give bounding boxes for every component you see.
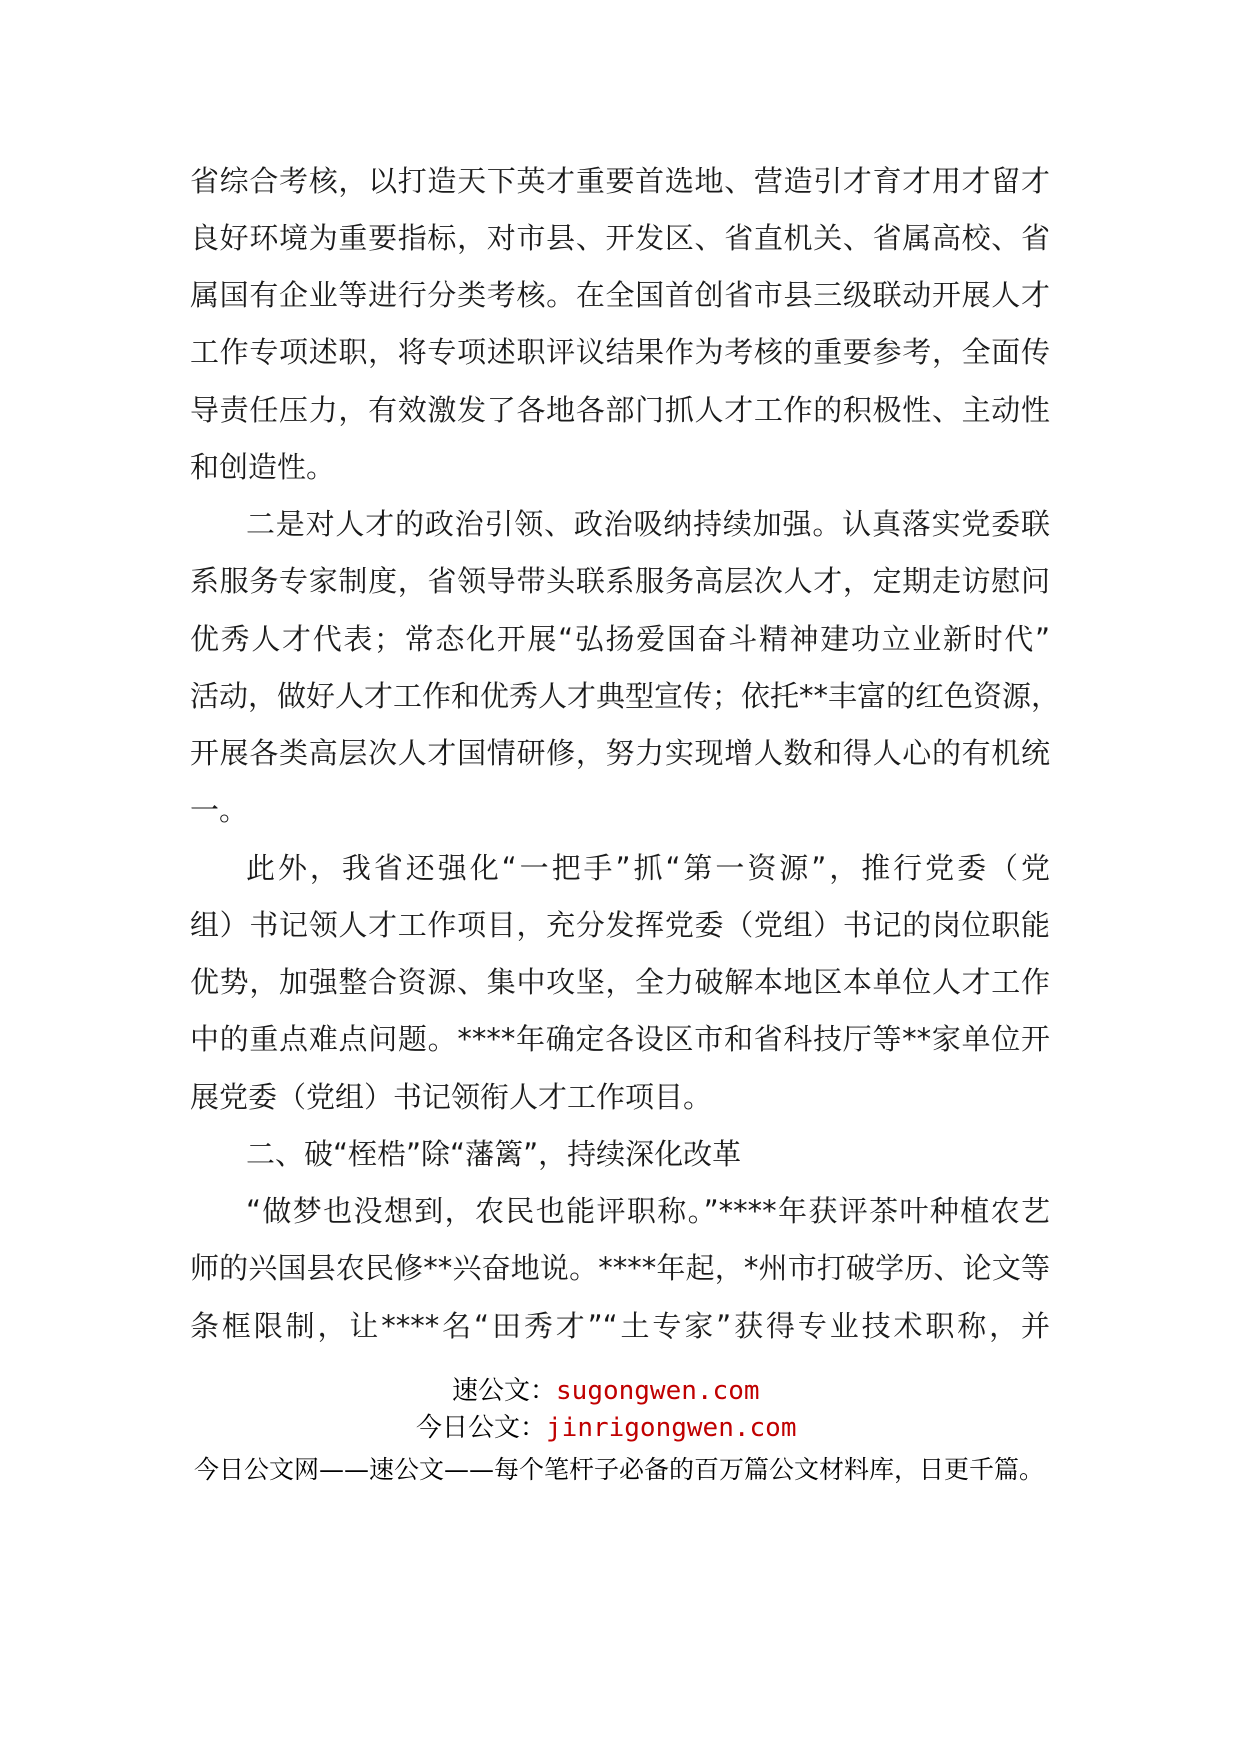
paragraph-first-line: “做梦也没想到，农民也能评职称。”****年获评茶叶种植农艺 [246, 1194, 1050, 1228]
footer-sugongwen [452, 1374, 760, 1408]
text-line: 良好环境为重要指标，对市县、开发区、省直机关、省属高校、省 [190, 221, 1050, 255]
text-line: 系服务专家制度，省领导带头联系服务高层次人才，定期走访慰问 [190, 564, 1050, 598]
paragraph-first-line: 二是对人才的政治引领、政治吸纳持续加强。认真落实党委联 [246, 507, 1050, 541]
sugongwen-link[interactable]: sugongwen.com [556, 1376, 760, 1406]
section-heading: 二、破“桎梏”除“藩篱”，持续深化改革 [246, 1137, 742, 1171]
text-line: 导责任压力，有效激发了各地各部门抓人才工作的积极性、主动性 [190, 393, 1050, 427]
paragraph-first-line: 此外，我省还强化“一把手”抓“第一资源”，推行党委（党 [246, 851, 1050, 885]
text-line: 省综合考核，以打造天下英才重要首选地、营造引才育才用才留才 [190, 164, 1050, 198]
text-line: 组）书记领人才工作项目，充分发挥党委（党组）书记的岗位职能 [190, 908, 1050, 942]
text-line: 优势，加强整合资源、集中攻坚，全力破解本地区本单位人才工作 [190, 965, 1050, 999]
text-line: 工作专项述职，将专项述职评议结果作为考核的重要参考，全面传 [190, 335, 1050, 369]
text-line: 优秀人才代表；常态化开展“弘扬爱国奋斗精神建功立业新时代” [190, 622, 1050, 656]
text-line: 中的重点难点问题。****年确定各设区市和省科技厅等**家单位开 [190, 1022, 1050, 1056]
text-line: 开展各类高层次人才国情研修，努力实现增人数和得人心的有机统 [190, 736, 1050, 770]
footer-label: 速公文： [452, 1376, 557, 1406]
text-line: 师的兴国县农民修**兴奋地说。****年起，*州市打破学历、论文等 [190, 1251, 1050, 1285]
footer-jinrigongwen [416, 1411, 796, 1445]
text-line: 一。 [190, 793, 249, 827]
text-line: 展党委（党组）书记领衔人才工作项目。 [190, 1080, 713, 1114]
text-line: 和创造性。 [190, 450, 336, 484]
text-line: 属国有企业等进行分类考核。在全国首创省市县三级联动开展人才 [190, 278, 1050, 312]
text-line: 条框限制，让****名“田秀才”“土专家”获得专业技术职称，并 [190, 1309, 1050, 1343]
text-line: 活动，做好人才工作和优秀人才典型宣传；依托**丰富的红色资源， [190, 679, 1061, 713]
footer-label: 今日公文： [416, 1413, 547, 1443]
footer-tagline: 今日公文网——速公文——每个笔杆子必备的百万篇公文材料库，日更千篇。 [194, 1455, 1045, 1484]
jinrigongwen-link[interactable]: jinrigongwen.com [546, 1413, 797, 1443]
